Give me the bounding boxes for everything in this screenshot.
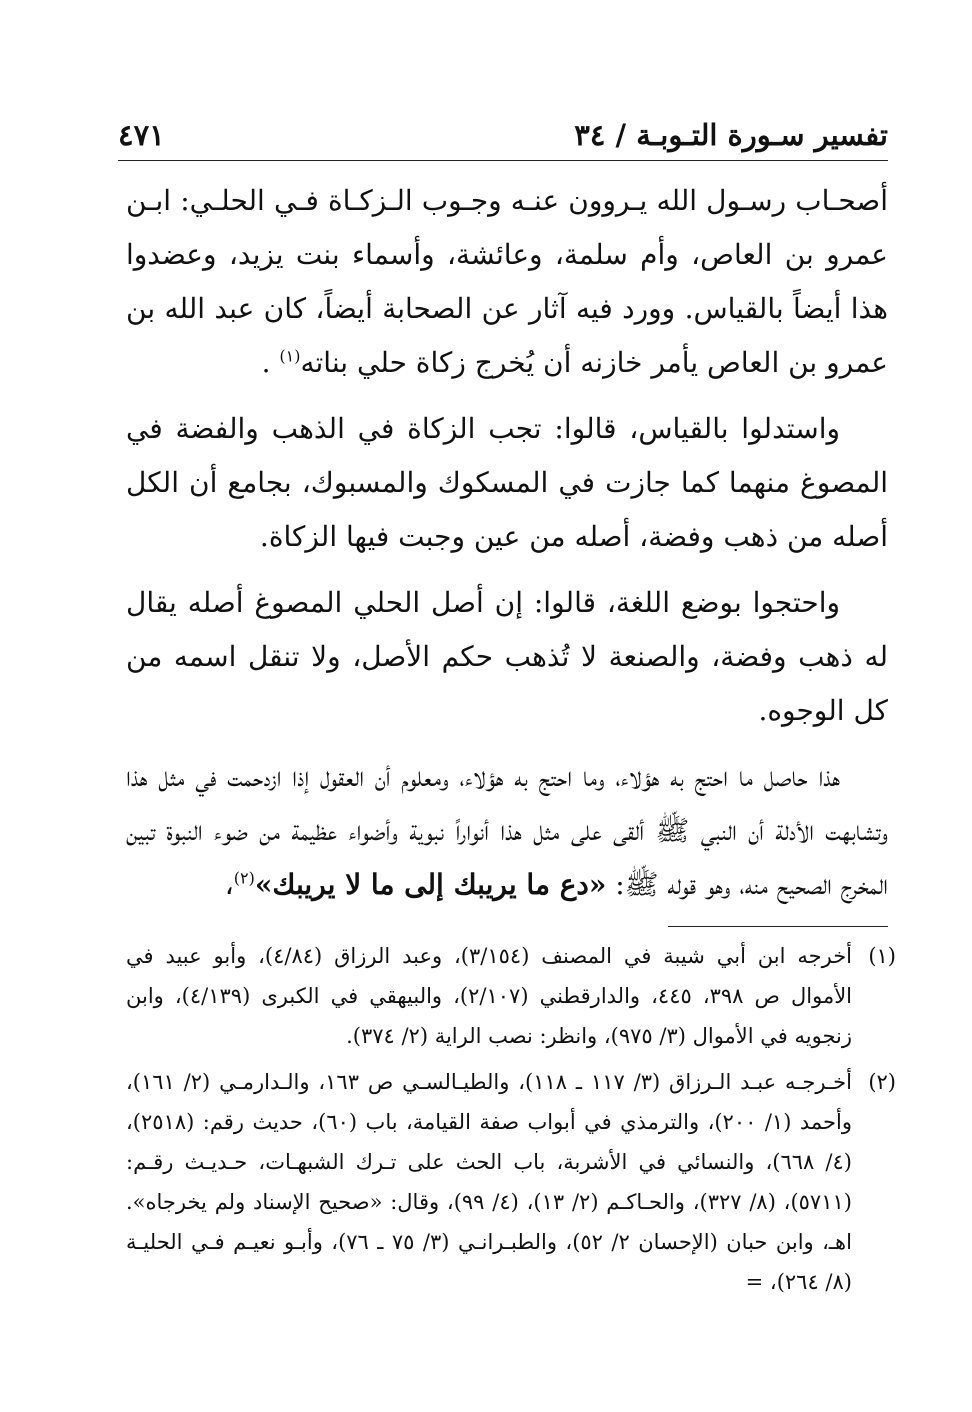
paragraph-1 xyxy=(126,174,888,390)
footnote-marker-1: (١) xyxy=(279,346,301,366)
paragraph-2: واستدلوا بالقياس، قالوا: تجب الزكاة في الذهب والفضة في المصوغ منهما كما جازت في المسكوك والمسبوك، بجامع أن الكل أصله من ذهب وفضة، أصله من عين وجبت فيها الزكاة. xyxy=(126,412,888,553)
footnote-2 xyxy=(126,1062,896,1302)
footnotes xyxy=(126,936,896,1308)
paragraph-1-text: أصحـاب رسـول الله يـروون عنـه وجـوب الـزكـاة فـي الحلـي: ابـن عمرو بن العاص، وأم سلمة، وعائشة، وأسماء بنت يزيد، وعضدوا هذا أيضاً بالقياس. وورد فيه آثار عن الصحابة أيضاً، كان عبد الله بن عمرو بن العاص يأمر خازنه أن يُخرج زكاة حلي بناته xyxy=(126,184,888,379)
footnote-text: أخرجه ابن أبي شيبة في المصنف (٣/١٥٤)، وعبد الرزاق (٤/٨٤)، وأبو عبيد في الأموال ص ٣٩٨، ٤٤٥، والدارقطني (٢/١٠٧)، والبيهقي في الكبرى (٤/١٣٩)، وابن زنجويه في الأموال (٣/ ٩٧٥)، وانظر: نصب الراية (٢/ ٣٧٤). xyxy=(126,944,853,1048)
footnote-number: (١) xyxy=(868,944,896,968)
footnote-marker-2: (٢) xyxy=(233,868,255,888)
header-title: تفسير سـورة التـوبـة / ٣٤ xyxy=(574,118,888,152)
paragraph-4 xyxy=(126,750,888,912)
running-header xyxy=(118,110,888,160)
footnote-number: (٢) xyxy=(868,1070,896,1094)
footnote-divider xyxy=(668,926,888,927)
page-number: ٤٧١ xyxy=(118,118,165,152)
main-text xyxy=(126,174,888,924)
paragraph-4-end: ، xyxy=(224,868,234,901)
footnote-1 xyxy=(126,936,896,1056)
header-divider xyxy=(118,160,888,161)
footnote-text: أخـرجـه عبـد الـرزاق (٣/ ١١٧ ـ ١١٨)، والطيـالسـي ص ١٦٣، والـدارمـي (٢/ ١٦١)، وأحمد (١/ ٢٠٠)، والترمذي في أبواب صفة القيامة، باب (٦٠)، حديث رقم: (٢٥١٨)، (٤/ ٦٦٨)، والنسائي في الأشربة، باب الحث على تـرك الشبهـات، حـديـث رقـم: (٥٧١١)، (٨/ ٣٢٧)، والحـاكـم (٢/ ١٣)، (٤/ ٩٩)، وقال: «صحيح الإسناد ولم يخرجاه». اهـ، وابن حبان (الإحسان ٢/ ٥٢)، والطبـرانـي (٣/ ٧٥ ـ ٧٦)، وأبـو نعيـم فـي الحليـة (٨/ ٢٦٤)، = xyxy=(126,1070,852,1294)
paragraph-1-end: . xyxy=(261,346,280,379)
paragraph-4-text: هذا حاصل ما احتج به هؤلاء، وما احتج به هؤلاء، ومعلوم أن العقول إذا ازدحمت في مثل هذا وتشابهت الأدلة أن النبي ﷺ ألقى على مثل هذا أنواراً نبوية وأضواء عظيمة من ضوء النبوة تبين المخرج الصحيح منه، وهو قوله ﷺ: xyxy=(126,760,888,901)
paragraph-3: واحتجوا بوضع اللغة، قالوا: إن أصل الحلي المصوغ أصله يقال له ذهب وفضة، والصنعة لا تُذهب حكم الأصل، ولا تنقل اسمه من كل الوجوه. xyxy=(126,586,888,727)
hadith-quote: «دع ما يريبك إلى ما لا يريبك» xyxy=(254,868,607,901)
